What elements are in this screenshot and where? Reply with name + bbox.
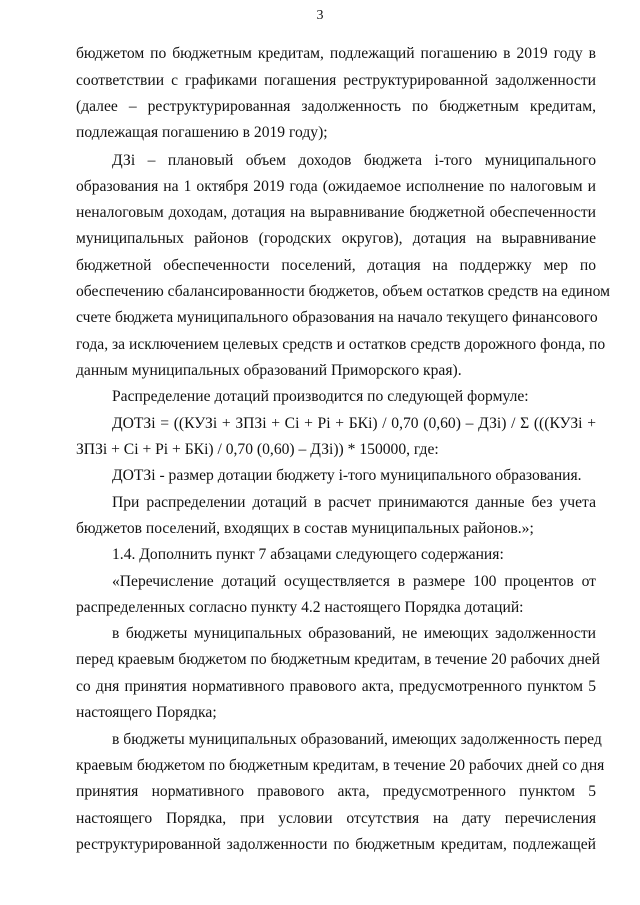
text-line: 1.4. Дополнить пункт 7 абзацами следующего содержания: bbox=[112, 546, 504, 563]
text-line: образования на 1 октября 2019 года (ожидаемое исполнение по налоговым и bbox=[76, 178, 596, 195]
text-line: бюджетом по бюджетным кредитам, подлежащий погашению в 2019 году в bbox=[76, 45, 596, 62]
text-line: При распределении дотаций в расчет принимаются данные без учета bbox=[112, 494, 596, 511]
text-line: настоящего Порядка; bbox=[76, 704, 217, 721]
text-line: соответствии с графиками погашения реструктурированной задолженности bbox=[76, 72, 596, 89]
text-line: настоящего Порядка, при условии отсутствия на дату перечисления bbox=[76, 810, 596, 827]
text-line: краевым бюджетом по бюджетным кредитам, в течение 20 рабочих дней со дня bbox=[76, 757, 605, 774]
text-line: ДОТЗi - размер дотации бюджету i-того муниципального образования. bbox=[112, 467, 582, 484]
text-line: подлежащая погашению в 2019 году); bbox=[76, 124, 328, 141]
page-number: 3 bbox=[316, 8, 324, 23]
text-line: перед краевым бюджетом по бюджетным кредитам, в течение 20 рабочих дней bbox=[76, 651, 600, 668]
text-line: года, за исключением целевых средств и остатков средств дорожного фонда, по bbox=[76, 336, 606, 353]
formula-line: ДОТЗi = ((КУЗi + ЗПЗi + Ci + Pi + БКi) / 0,70 (0,60) – ДЗi) / Σ (((КУЗi + bbox=[112, 415, 596, 432]
text-line: «Перечисление дотаций осуществляется в размере 100 процентов от bbox=[112, 573, 596, 590]
text-line: ДЗi – плановый объем доходов бюджета i-того муниципального bbox=[112, 152, 596, 169]
text-line: обеспечению сбалансированности бюджетов, объем остатков средств на едином bbox=[76, 283, 610, 300]
text-line: реструктурированной задолженности по бюджетным кредитам, подлежащей bbox=[76, 836, 596, 853]
formula-line: ЗПЗi + Ci + Pi + БКi) / 0,70 (0,60) – ДЗi)) * 150000, где: bbox=[76, 441, 439, 458]
text-line: (далее – реструктурированная задолженность по бюджетным кредитам, bbox=[76, 98, 596, 115]
text-line: в бюджеты муниципальных образований, не имеющих задолженности bbox=[112, 625, 596, 642]
text-line: неналоговым доходам, дотация на выравнивание бюджетной обеспеченности bbox=[76, 204, 596, 221]
text-line: в бюджеты муниципальных образований, имеющих задолженность перед bbox=[112, 731, 602, 748]
text-line: со дня принятия нормативного правового акта, предусмотренного пунктом 5 bbox=[76, 678, 596, 695]
text-line: Распределение дотаций производится по следующей формуле: bbox=[112, 388, 529, 405]
text-line: распределенных согласно пункту 4.2 настоящего Порядка дотаций: bbox=[76, 599, 524, 616]
text-line: принятия нормативного правового акта, предусмотренного пунктом 5 bbox=[76, 783, 596, 800]
text-line: счете бюджета муниципального образования на начало текущего финансового bbox=[76, 309, 598, 326]
text-line: муниципальных районов (городских округов), дотация на выравнивание bbox=[76, 230, 596, 247]
text-line: данным муниципальных образований Приморского края). bbox=[76, 362, 462, 379]
text-line: бюджетной обеспеченности поселений, дотация на поддержку мер по bbox=[76, 257, 596, 274]
text-line: бюджетов поселений, входящих в состав муниципальных районов.»; bbox=[76, 520, 534, 537]
